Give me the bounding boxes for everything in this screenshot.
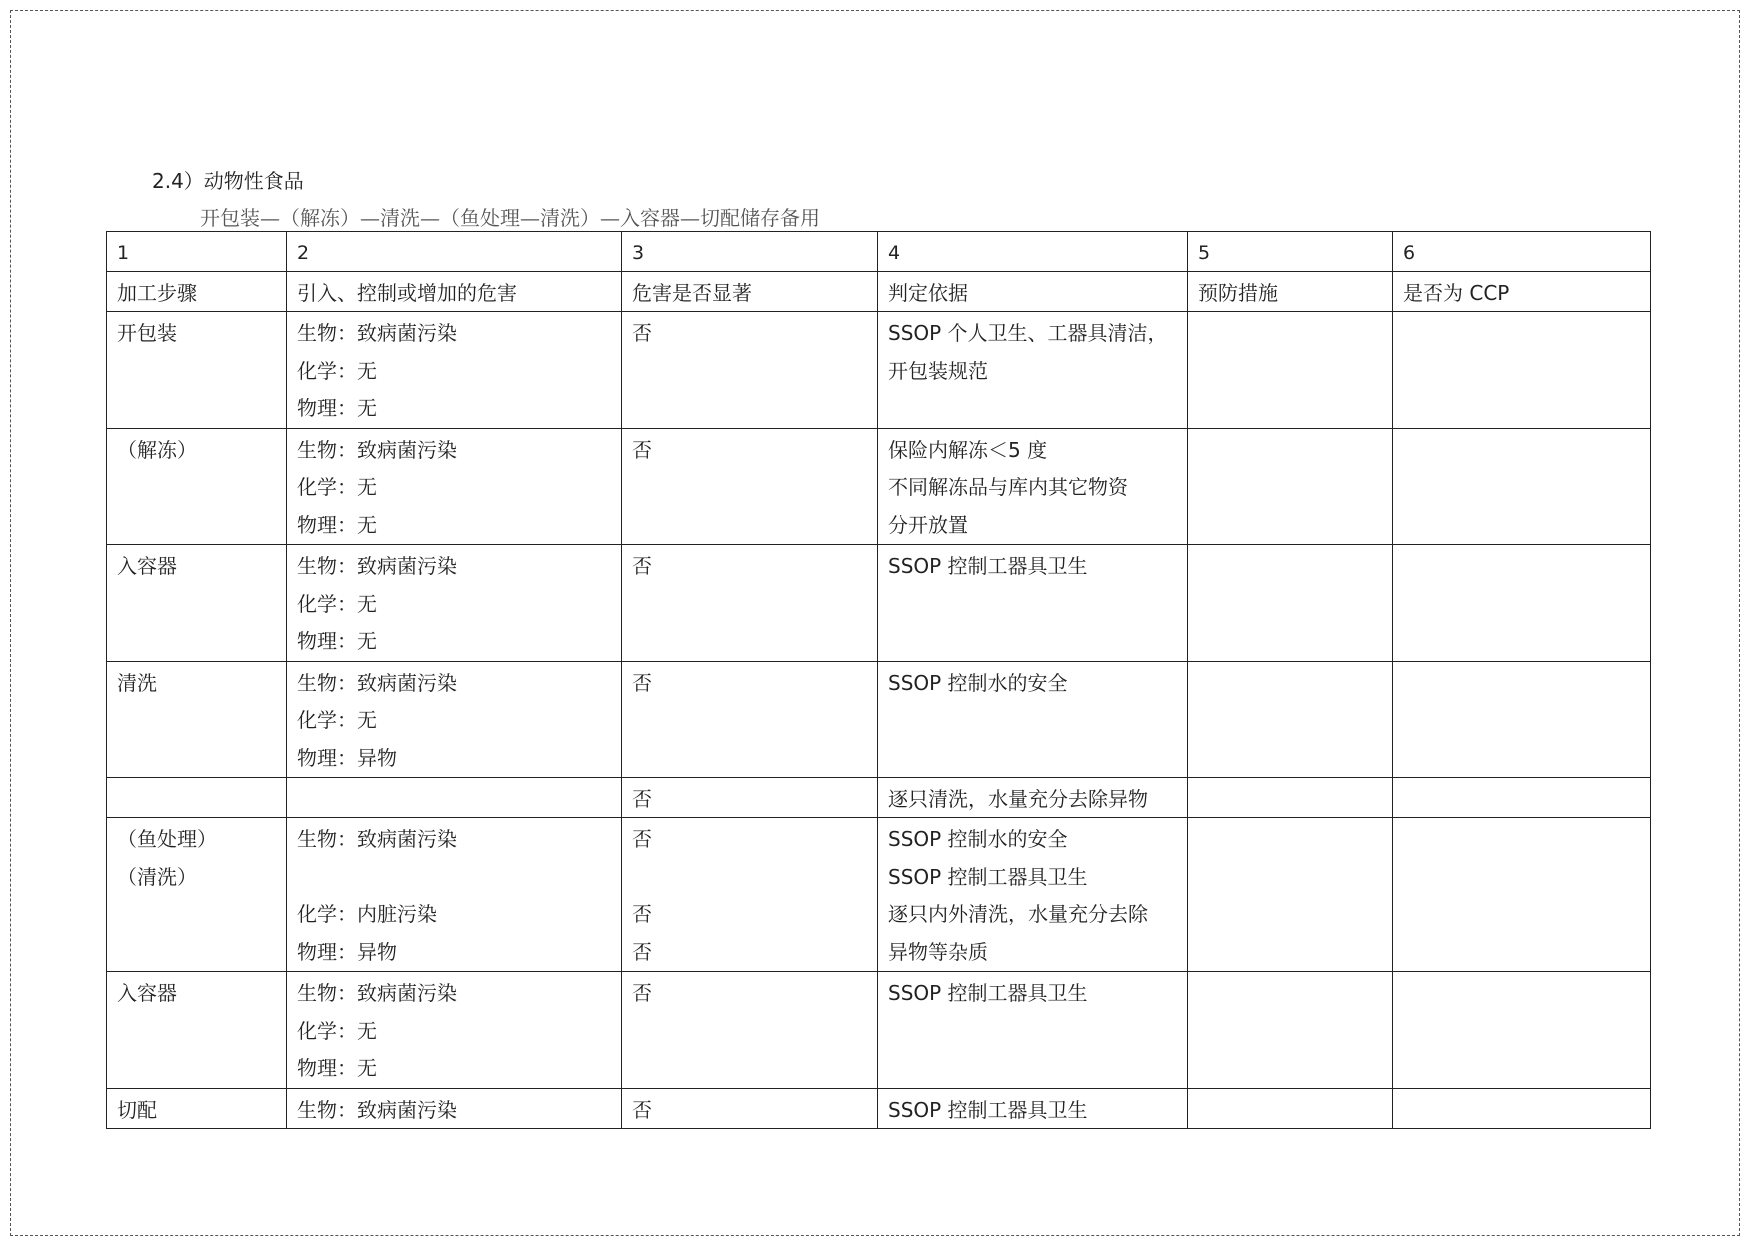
table-row <box>107 545 1651 662</box>
column-number: 1 <box>107 232 287 272</box>
cell-line: 开包装规范 <box>888 358 988 383</box>
cell-line: SSOP 控制水的安全 <box>888 827 1068 851</box>
cell-line: 生物：致病菌污染 <box>297 670 457 695</box>
cell-basis: SSOP 控制工器具卫生 <box>878 1088 1188 1128</box>
cell-line: 化学：无 <box>297 591 377 616</box>
column-number: 3 <box>622 232 878 272</box>
cell-step <box>107 778 287 818</box>
cell-prevention <box>1188 428 1393 545</box>
cell-ccp <box>1393 545 1651 662</box>
cell-ccp <box>1393 312 1651 429</box>
cell-step <box>107 818 287 972</box>
cell-ccp <box>1393 778 1651 818</box>
hazard-analysis-table <box>106 231 1651 1129</box>
cell-line: 生物：致病菌污染 <box>297 981 457 1005</box>
cell-line: 物理：无 <box>297 396 377 420</box>
cell-hazard <box>287 661 622 778</box>
table-row <box>107 428 1651 545</box>
cell-hazard <box>287 778 622 818</box>
column-number-row <box>107 232 1651 272</box>
cell-line: 否 <box>632 902 652 926</box>
cell-significant <box>622 972 878 1089</box>
cell-ccp <box>1393 818 1651 972</box>
cell-step: 切配 <box>107 1088 287 1128</box>
cell-prevention <box>1188 1088 1393 1128</box>
cell-line: 保险内解冻＜5 度 <box>888 437 1048 462</box>
cell-line: 否 <box>632 939 652 964</box>
cell-line: 不同解冻品与库内其它物资 <box>888 475 1128 499</box>
cell-prevention <box>1188 545 1393 662</box>
cell-line: 物理：无 <box>297 512 377 537</box>
column-number: 5 <box>1188 232 1393 272</box>
cell-prevention <box>1188 661 1393 778</box>
cell-line: 开包装 <box>117 321 177 345</box>
cell-line: 异物等杂质 <box>888 939 988 964</box>
cell-hazard <box>287 428 622 545</box>
header-process-step: 加工步骤 <box>107 272 287 312</box>
cell-basis: 逐只清洗，水量充分去除异物 <box>878 778 1188 818</box>
column-number: 6 <box>1393 232 1651 272</box>
table-row <box>107 778 1651 818</box>
cell-line: SSOP 控制水的安全 <box>888 670 1068 695</box>
cell-line: 否 <box>632 554 652 578</box>
cell-line: 生物：致病菌污染 <box>297 437 457 462</box>
cell-hazard <box>287 972 622 1089</box>
cell-line: 生物：致病菌污染 <box>297 827 457 851</box>
table-row <box>107 818 1651 972</box>
cell-line: 物理：异物 <box>297 939 397 964</box>
cell-basis <box>878 818 1188 972</box>
cell-step <box>107 312 287 429</box>
cell-significant <box>622 545 878 662</box>
cell-prevention <box>1188 818 1393 972</box>
section-title: 2.4）动物性食品 <box>152 169 304 193</box>
cell-line: 否 <box>632 437 652 462</box>
table-row <box>107 312 1651 429</box>
cell-line: 化学：无 <box>297 1018 377 1043</box>
cell-hazard <box>287 312 622 429</box>
cell-line: 化学：无 <box>297 358 377 383</box>
cell-basis <box>878 545 1188 662</box>
cell-ccp <box>1393 428 1651 545</box>
cell-line: 入容器 <box>117 981 177 1005</box>
cell-line: 生物：致病菌污染 <box>297 554 457 578</box>
cell-significant <box>622 312 878 429</box>
cell-line: 否 <box>632 321 652 345</box>
cell-line: 否 <box>632 827 652 851</box>
process-flow: 开包装—（解冻）—清洗—（鱼处理—清洗）—入容器—切配储存备用 <box>200 206 820 230</box>
cell-step <box>107 428 287 545</box>
cell-line: 分开放置 <box>888 512 968 537</box>
cell-line: 逐只内外清洗，水量充分去除 <box>888 902 1148 926</box>
cell-significant <box>622 818 878 972</box>
cell-line: 生物：致病菌污染 <box>297 321 457 345</box>
cell-hazard <box>287 818 622 972</box>
cell-line: 化学：无 <box>297 708 377 732</box>
cell-prevention <box>1188 778 1393 818</box>
header-ccp: 是否为 CCP <box>1393 272 1651 312</box>
cell-step <box>107 972 287 1089</box>
cell-step <box>107 545 287 662</box>
column-number: 2 <box>287 232 622 272</box>
table-row <box>107 972 1651 1089</box>
cell-line: 清洗 <box>117 670 157 695</box>
cell-line: 物理：无 <box>297 629 377 653</box>
cell-line: SSOP 控制工器具卫生 <box>888 981 1088 1005</box>
cell-significant: 否 <box>622 1088 878 1128</box>
cell-ccp <box>1393 1088 1651 1128</box>
cell-line: 化学：无 <box>297 475 377 499</box>
cell-significant: 否 <box>622 778 878 818</box>
cell-line: 入容器 <box>117 554 177 578</box>
cell-significant <box>622 661 878 778</box>
header-hazard: 引入、控制或增加的危害 <box>287 272 622 312</box>
cell-line <box>632 859 867 897</box>
cell-prevention <box>1188 312 1393 429</box>
cell-line: 物理：无 <box>297 1056 377 1080</box>
column-number: 4 <box>878 232 1188 272</box>
cell-prevention <box>1188 972 1393 1089</box>
cell-basis <box>878 312 1188 429</box>
cell-line: （解冻） <box>117 437 197 462</box>
header-prevention: 预防措施 <box>1188 272 1393 312</box>
cell-ccp <box>1393 972 1651 1089</box>
cell-line: （清洗） <box>117 864 197 889</box>
cell-hazard: 生物：致病菌污染 <box>287 1088 622 1128</box>
header-row <box>107 272 1651 312</box>
cell-line: SSOP 个人卫生、工器具清洁， <box>888 321 1168 345</box>
cell-line: （鱼处理） <box>117 827 217 851</box>
cell-line: SSOP 控制工器具卫生 <box>888 554 1088 578</box>
cell-line <box>297 859 611 897</box>
cell-ccp <box>1393 661 1651 778</box>
cell-line: 否 <box>632 981 652 1005</box>
cell-hazard <box>287 545 622 662</box>
cell-line: 物理：异物 <box>297 745 397 770</box>
header-significant: 危害是否显著 <box>622 272 878 312</box>
cell-line: 化学：内脏污染 <box>297 902 437 926</box>
cell-line: 否 <box>632 670 652 695</box>
table-row <box>107 661 1651 778</box>
cell-basis <box>878 972 1188 1089</box>
cell-basis <box>878 428 1188 545</box>
header-basis: 判定依据 <box>878 272 1188 312</box>
table-row <box>107 1088 1651 1128</box>
cell-line: SSOP 控制工器具卫生 <box>888 864 1088 889</box>
cell-significant <box>622 428 878 545</box>
cell-step <box>107 661 287 778</box>
cell-basis <box>878 661 1188 778</box>
